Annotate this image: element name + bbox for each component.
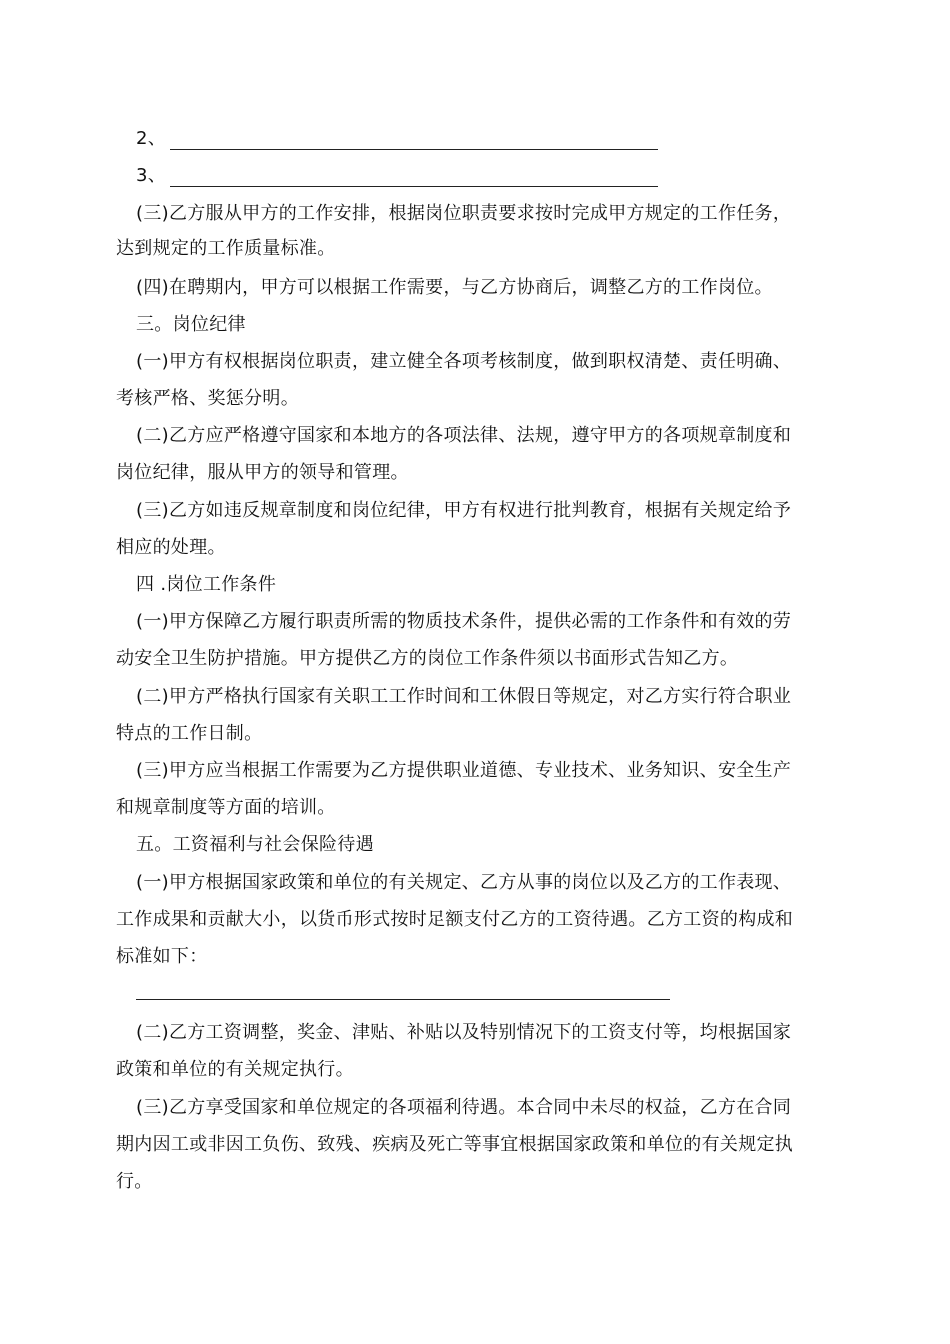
fill-in-blank-line[interactable] — [136, 999, 670, 1000]
fill-in-blank[interactable] — [170, 170, 658, 187]
paragraph-line: 工作成果和贡献大小，以货币形式按时足额支付乙方的工资待遇。乙方工资的构成和 — [116, 909, 794, 930]
paragraph-line: (二)乙方工资调整，奖金、津贴、补贴以及特别情况下的工资支付等，均根据国家 — [136, 1022, 792, 1043]
section-heading: 三。岗位纪律 — [136, 314, 246, 335]
paragraph-line: 期内因工或非因工负伤、致残、疾病及死亡等事宜根据国家政策和单位的有关规定执 — [116, 1134, 794, 1155]
item-number: 3、 — [136, 165, 167, 186]
paragraph-line: 特点的工作日制。 — [116, 723, 263, 744]
paragraph-line: 动安全卫生防护措施。甲方提供乙方的岗位工作条件须以书面形式告知乙方。 — [116, 648, 739, 669]
paragraph-line: 标准如下： — [116, 946, 208, 967]
section-heading: 五。工资福利与社会保险待遇 — [136, 834, 374, 855]
paragraph-line: (一)甲方有权根据岗位职责，建立健全各项考核制度，做到职权清楚、责任明确、 — [136, 351, 792, 372]
paragraph-line: (二)乙方应严格遵守国家和本地方的各项法律、法规，遵守甲方的各项规章制度和 — [136, 425, 792, 446]
paragraph-line: (三)乙方服从甲方的工作安排，根据岗位职责要求按时完成甲方规定的工作任务， — [136, 203, 792, 224]
paragraph-line: (一)甲方保障乙方履行职责所需的物质技术条件，提供必需的工作条件和有效的劳 — [136, 611, 792, 632]
paragraph-line: (一)甲方根据国家政策和单位的有关规定、乙方从事的岗位以及乙方的工作表现、 — [136, 872, 792, 893]
paragraph-line: (三)甲方应当根据工作需要为乙方提供职业道德、专业技术、业务知识、安全生产 — [136, 760, 792, 781]
paragraph-line: 达到规定的工作质量标准。 — [116, 238, 336, 259]
item-number: 2、 — [136, 128, 167, 149]
paragraph-line: 行。 — [116, 1171, 153, 1192]
paragraph-line: (三)乙方如违反规章制度和岗位纪律，甲方有权进行批判教育，根据有关规定给予 — [136, 500, 792, 521]
section-heading: 四 .岗位工作条件 — [136, 574, 277, 595]
paragraph-line: 相应的处理。 — [116, 537, 226, 558]
paragraph-line: 和规章制度等方面的培训。 — [116, 797, 336, 818]
paragraph-line: 政策和单位的有关规定执行。 — [116, 1059, 354, 1080]
paragraph-line: 岗位纪律，服从甲方的领导和管理。 — [116, 462, 409, 483]
blank-item-2 — [136, 128, 858, 150]
paragraph-line: (四)在聘期内，甲方可以根据工作需要，与乙方协商后，调整乙方的工作岗位。 — [136, 277, 773, 298]
paragraph-line: (二)甲方严格执行国家有关职工工作时间和工休假日等规定，对乙方实行符合职业 — [136, 686, 792, 707]
blank-item-3 — [136, 165, 858, 187]
fill-in-blank[interactable] — [170, 133, 658, 150]
paragraph-line: (三)乙方享受国家和单位规定的各项福利待遇。本合同中未尽的权益，乙方在合同 — [136, 1097, 792, 1118]
paragraph-line: 考核严格、奖惩分明。 — [116, 388, 299, 409]
